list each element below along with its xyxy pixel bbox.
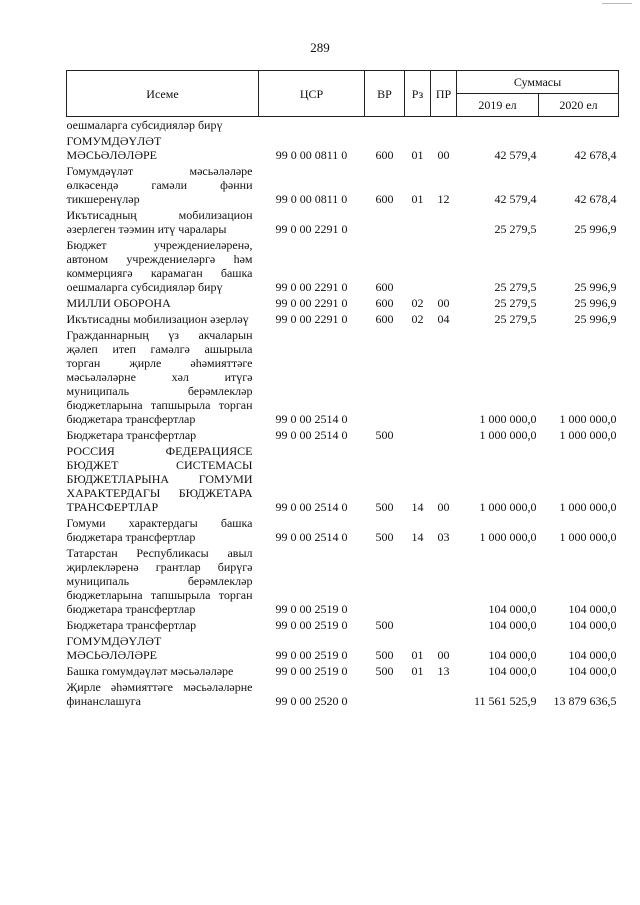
row-rz-code: 14: [411, 530, 424, 544]
row-name: Бюджет учреждениеләренә, автоном учреждениеләргә һәм коммерциягә карамаган башка оешмаларга субсидияләр бирү: [66, 238, 253, 294]
row-csr-code: 99 0 00 2291 0: [275, 296, 348, 310]
row-pr-code: [431, 679, 457, 709]
row-sum-2019: 11 561 525,9: [473, 694, 537, 708]
row-vr-code: [365, 207, 405, 237]
row-sum-2019: 42 579,4: [494, 192, 537, 206]
row-sum-2019: 25 279,5: [494, 280, 537, 294]
row-csr-code: 99 0 00 0811 0: [275, 148, 348, 162]
row-rz-code: 01: [411, 192, 424, 206]
row-name: ГОМУМДӘҮЛӘТ МӘСЬӘЛӘЛӘРЕ: [66, 134, 162, 162]
row-rz-code: [405, 617, 431, 633]
row-sum-2020: 42 678,4: [574, 192, 617, 206]
row-sum-2020: 13 879 636,5: [553, 694, 617, 708]
header-sums: Суммасы: [457, 71, 619, 94]
row-sum-2020: 1 000 000,0: [559, 428, 617, 442]
row-vr-code: 500: [375, 664, 394, 678]
row-sum-2019: 1 000 000,0: [479, 412, 537, 426]
table-row: [67, 633, 619, 663]
page-number: 289: [310, 40, 330, 55]
row-csr-code: 99 0 00 2514 0: [275, 500, 348, 514]
row-sum-2019: 104 000,0: [488, 602, 537, 616]
table-row: [67, 207, 619, 237]
row-sum-2019: [457, 117, 539, 134]
row-csr-code: 99 0 00 2519 0: [275, 618, 348, 632]
row-pr-code: 03: [437, 530, 450, 544]
table-row: [67, 663, 619, 679]
row-name: РОССИЯ ФЕДЕРАЦИЯСЕ БЮДЖЕТ СИСТЕМАСЫ БЮДЖЕТЛАРЫНА ГОМУМИ ХАРАКТЕРДАГЫ БЮДЖЕТАРА ТРАНСФЕРТЛАР: [66, 444, 253, 514]
table-row: [67, 117, 619, 134]
table-row: [67, 545, 619, 617]
row-name: оешмаларга субсидияләр бирү: [66, 118, 223, 132]
row-pr-code: 13: [437, 664, 450, 678]
row-vr-code: [365, 545, 405, 617]
row-sum-2019: 25 279,5: [494, 296, 537, 310]
row-vr-code: [365, 679, 405, 709]
table-row: [67, 295, 619, 311]
row-name: Икътисадның мобилизацион әзерлеген тәэмин итү чаралары: [66, 208, 253, 236]
row-pr-code: 12: [437, 192, 450, 206]
row-vr-code: 600: [375, 312, 394, 326]
table-row: [67, 427, 619, 443]
row-csr-code: [259, 117, 365, 134]
row-rz-code: 01: [411, 664, 424, 678]
budget-table-container: [66, 70, 618, 709]
row-pr-code: [431, 207, 457, 237]
row-rz-code: [405, 679, 431, 709]
row-pr-code: 00: [437, 648, 450, 662]
table-row: [67, 237, 619, 295]
table-row: [67, 443, 619, 515]
row-csr-code: 99 0 00 2291 0: [275, 312, 348, 326]
row-sum-2019: 104 000,0: [488, 664, 537, 678]
row-pr-code: 00: [437, 500, 450, 514]
row-name: Татарстан Республикасы авыл җирлекләренә грантлар бирүгә муниципаль берәмлекләр бюджетларына тапшырыла торган бюджетара трансфертлар: [66, 546, 253, 616]
header-pr: ПР: [431, 71, 457, 117]
table-body: [67, 117, 619, 710]
header-rz: Рз: [405, 71, 431, 117]
row-rz-code: [405, 427, 431, 443]
row-vr-code: [365, 117, 405, 134]
row-sum-2020: 104 000,0: [568, 648, 617, 662]
row-sum-2020: 104 000,0: [568, 618, 617, 632]
row-sum-2019: 1 000 000,0: [479, 530, 537, 544]
row-vr-code: 500: [375, 648, 394, 662]
row-rz-code: [405, 545, 431, 617]
budget-table: [66, 70, 619, 709]
table-row: [67, 515, 619, 545]
row-name: Гомуми характердагы башка бюджетара трансфертлар: [66, 516, 253, 544]
row-name: Бюджетара трансфертлар: [66, 428, 197, 442]
row-csr-code: 99 0 00 2514 0: [275, 412, 348, 426]
corner-mark: [602, 3, 632, 8]
table-row: [67, 133, 619, 163]
row-vr-code: [365, 327, 405, 427]
row-name: МИЛЛИ ОБОРОНА: [66, 296, 171, 310]
row-vr-code: 600: [375, 192, 394, 206]
table-row: [67, 679, 619, 709]
header-csr: ЦСР: [259, 71, 365, 117]
table-row: [67, 617, 619, 633]
row-vr-code: 500: [375, 618, 394, 632]
row-sum-2019: 42 579,4: [494, 148, 537, 162]
row-pr-code: 04: [437, 312, 450, 326]
row-vr-code: 500: [375, 500, 394, 514]
row-sum-2019: 1 000 000,0: [479, 428, 537, 442]
row-sum-2020: 1 000 000,0: [559, 412, 617, 426]
row-name: Башка гомумдәүләт мәсьәләләре: [66, 664, 234, 678]
row-sum-2019: 25 279,5: [494, 312, 537, 326]
row-csr-code: 99 0 00 2291 0: [275, 222, 348, 236]
row-name: Икътисадны мобилизацион әзерләү: [66, 312, 249, 326]
row-csr-code: 99 0 00 2519 0: [275, 664, 348, 678]
row-rz-code: 02: [411, 312, 424, 326]
row-csr-code: 99 0 00 2519 0: [275, 648, 348, 662]
row-vr-code: 600: [375, 148, 394, 162]
table-row: [67, 163, 619, 207]
header-year-2019: 2019 ел: [457, 94, 539, 117]
row-sum-2019: 25 279,5: [494, 222, 537, 236]
row-sum-2020: 25 996,9: [574, 222, 617, 236]
row-sum-2020: 25 996,9: [574, 296, 617, 310]
row-pr-code: 00: [437, 296, 450, 310]
row-sum-2020: 104 000,0: [568, 664, 617, 678]
row-rz-code: 14: [411, 500, 424, 514]
row-sum-2020: 25 996,9: [574, 312, 617, 326]
row-vr-code: 600: [375, 280, 394, 294]
row-csr-code: 99 0 00 0811 0: [275, 192, 348, 206]
header-vr: ВР: [365, 71, 405, 117]
row-name: Гомумдәүләт мәсьәләләре өлкәсендә гамәли фәнни тикшеренүләр: [66, 164, 253, 206]
row-sum-2020: [539, 117, 619, 134]
row-name: Бюджетара трансфертлар: [66, 618, 197, 632]
header-name: Исеме: [67, 71, 259, 117]
row-pr-code: [431, 427, 457, 443]
row-csr-code: 99 0 00 2519 0: [275, 602, 348, 616]
row-csr-code: 99 0 00 2291 0: [275, 280, 348, 294]
row-vr-code: 500: [375, 428, 394, 442]
table-header: [67, 71, 619, 117]
row-csr-code: 99 0 00 2520 0: [275, 694, 348, 708]
row-pr-code: [431, 237, 457, 295]
row-name: Җирле әһәмияттәге мәсьәләләрне финанслашуга: [66, 680, 253, 708]
row-rz-code: [405, 327, 431, 427]
row-pr-code: [431, 545, 457, 617]
row-vr-code: 600: [375, 296, 394, 310]
row-pr-code: [431, 117, 457, 134]
row-sum-2020: 1 000 000,0: [559, 530, 617, 544]
row-name: Гражданнарның үз акчаларын җәлеп итеп гамәлгә ашырыла торган җирле әһәмияттәге мәсьәләләрне хәл итүгә муниципаль берәмлекләр бюджетларына тапшырыла торган бюджетара трансфертлар: [66, 328, 253, 426]
row-sum-2020: 1 000 000,0: [559, 500, 617, 514]
row-sum-2020: 104 000,0: [568, 602, 617, 616]
row-pr-code: 00: [437, 148, 450, 162]
header-year-2020: 2020 ел: [539, 94, 619, 117]
row-rz-code: [405, 207, 431, 237]
row-sum-2020: 25 996,9: [574, 280, 617, 294]
row-csr-code: 99 0 00 2514 0: [275, 428, 348, 442]
row-rz-code: [405, 117, 431, 134]
row-rz-code: [405, 237, 431, 295]
row-sum-2020: 42 678,4: [574, 148, 617, 162]
row-sum-2019: 104 000,0: [488, 618, 537, 632]
row-sum-2019: 1 000 000,0: [479, 500, 537, 514]
row-rz-code: 01: [411, 148, 424, 162]
table-row: [67, 327, 619, 427]
row-name: ГОМУМДӘҮЛӘТ МӘСЬӘЛӘЛӘРЕ: [66, 634, 162, 662]
row-rz-code: 01: [411, 648, 424, 662]
row-pr-code: [431, 327, 457, 427]
row-vr-code: 500: [375, 530, 394, 544]
row-pr-code: [431, 617, 457, 633]
row-csr-code: 99 0 00 2514 0: [275, 530, 348, 544]
row-rz-code: 02: [411, 296, 424, 310]
row-sum-2019: 104 000,0: [488, 648, 537, 662]
table-row: [67, 311, 619, 327]
